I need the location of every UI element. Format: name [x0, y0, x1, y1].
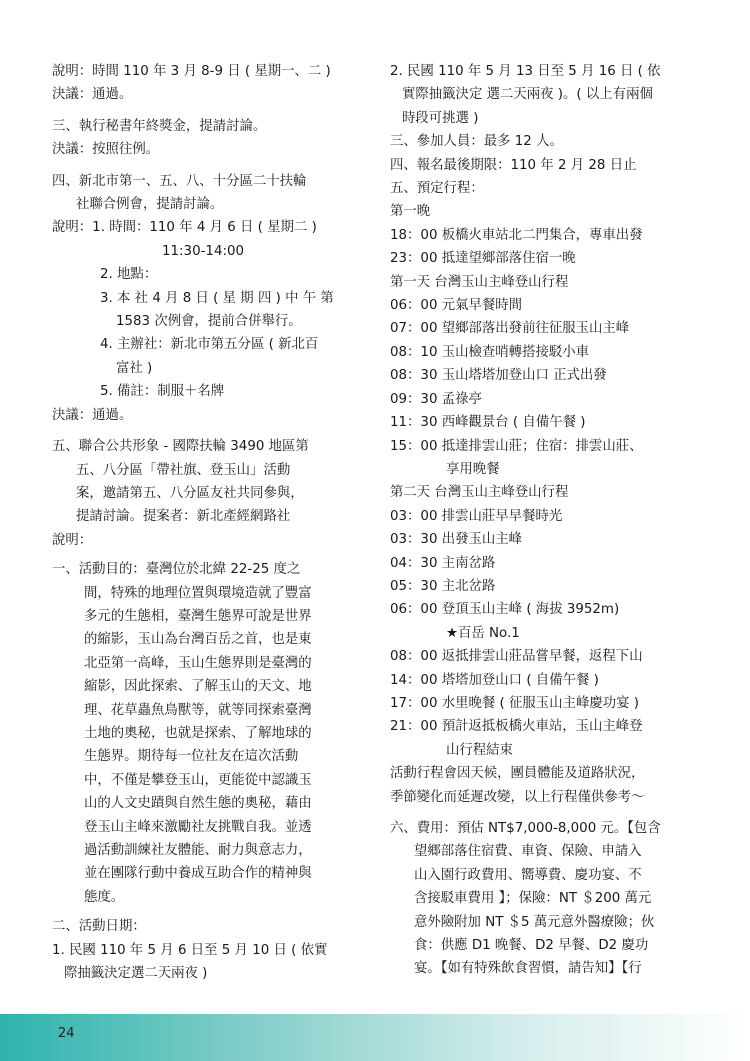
- left-text-line: 的縮影，玉山為台灣百岳之首，也是東: [84, 632, 312, 648]
- right-text-line: 03：30 出發玉山主峰: [390, 532, 523, 548]
- left-text-line: 山的人文史蹟與自然生態的奧秘，藉由: [84, 796, 312, 812]
- right-text-line: 三、參加人員：最多 12 人。: [390, 134, 563, 150]
- right-text-line: 09：30 孟祿亭: [390, 391, 482, 407]
- left-text-line: 說明：時間 110 年 3 月 8-9 日 ( 星期一、二 ): [52, 64, 331, 79]
- right-text-line: 07：00 望鄉部落出發前往征服玉山主峰: [390, 321, 630, 337]
- right-text-line: 18：00 板橋火車站北二門集合，專車出發: [390, 227, 643, 243]
- left-text-line: 決議：通過。: [52, 407, 133, 423]
- right-text-line: 四、報名最後期限：110 年 2 月 28 日止: [390, 157, 637, 173]
- spacer: [390, 809, 710, 817]
- left-text-line: 1583 次例會，提前合併舉行。: [116, 314, 302, 330]
- right-text-line: 山行程結束: [446, 742, 513, 758]
- left-text-line: 土地的奧秘，也就是探索、了解地球的: [84, 725, 312, 741]
- right-text-line: 11：30 西峰觀景台 ( 自備午餐 ): [390, 415, 586, 431]
- left-text-line: 生態界。期待每一位社友在這次活動: [84, 749, 299, 765]
- right-text-line: 14：00 塔塔加登山口 ( 自備午餐 ): [390, 672, 599, 688]
- right-text-line: 23：00 抵達望鄉部落住宿一晚: [390, 251, 576, 267]
- left-text-line: 4. 主辦社：新北市第五分區 ( 新北百: [100, 337, 319, 353]
- left-text-line: 登玉山主峰來激勵社友挑戰自我。並透: [84, 819, 312, 835]
- right-text-line: 六、費用：預估 NT$7,000-8,000 元。【包含: [390, 821, 661, 836]
- left-text-line: 11:30-14:00: [162, 243, 245, 259]
- right-text-line: 宴。【如有特殊飲食習慣，請告知】【行: [414, 961, 642, 977]
- right-text-line: 08：10 玉山檢查哨轉搭接駁小車: [390, 344, 590, 360]
- left-text-line: 說明：1. 時間：110 年 4 月 6 日 ( 星期二 ): [52, 220, 317, 236]
- right-text-line: 第一天 台灣玉山主峰登山行程: [390, 274, 569, 290]
- right-text-line: 時段可挑選 ): [402, 110, 479, 126]
- left-text-line: 提請討論。提案者：新北產經網路社: [76, 509, 291, 525]
- right-text-line: 08：00 返抵排雲山莊品嘗早餐，返程下山: [390, 649, 643, 665]
- left-text-line: 社聯合例會，提請討論。: [76, 197, 224, 213]
- right-text-line: 活動行程會因天候，團員體能及道路狀況，: [390, 766, 645, 782]
- footer-band: [0, 1014, 750, 1061]
- left-text-line: 際抽籤決定選二天兩夜 ): [64, 966, 208, 982]
- spacer: [52, 427, 370, 435]
- spacer: [52, 162, 370, 170]
- left-text-line: 四、新北市第一、五、八、十分區二十扶輪: [52, 173, 307, 189]
- left-text-line: 3. 本 社 4 月 8 日 ( 星 期 四 ) 中 午 第: [100, 290, 334, 306]
- left-text-line: 理、花草蟲魚鳥獸等，就等同探索臺灣: [84, 702, 312, 718]
- right-text-line: 第一晚: [390, 204, 431, 220]
- left-text-line: 五、八分區「帶社旗、登玉山」活動: [76, 462, 291, 478]
- right-text-line: 望鄉部落住宿費、車資、保險、申請入: [414, 844, 642, 860]
- left-text-line: 1. 民國 110 年 5 月 6 日至 5 月 10 日 ( 依實: [52, 942, 328, 958]
- left-text-line: 富社 ): [116, 360, 153, 376]
- left-text-line: 三、執行秘書年終獎金，提請討論。: [52, 118, 267, 134]
- right-text-line: ★百岳 No.1: [446, 625, 520, 641]
- right-text-line: 五、預定行程：: [390, 181, 484, 197]
- left-text-line: 決議：通過。: [52, 87, 133, 103]
- page-number: 24: [58, 1026, 75, 1041]
- left-text-line: 說明：: [52, 532, 93, 548]
- left-text-line: 中，不僅是攀登玉山，更能從中認識玉: [84, 772, 312, 788]
- right-text-line: 季節變化而延遲改變，以上行程僅供參考～: [390, 789, 645, 805]
- right-text-line: 山入園行政費用、嚮導費、慶功宴、不: [414, 867, 642, 883]
- left-text-line: 決議：按照往例。: [52, 142, 160, 158]
- left-column: [52, 60, 370, 985]
- right-text-line: 第二天 台灣玉山主峰登山行程: [390, 485, 569, 501]
- right-text-line: 21：00 預計返抵板橋火車站，玉山主峰登: [390, 719, 643, 735]
- right-text-line: 2. 民國 110 年 5 月 13 日至 5 月 16 日 ( 依: [390, 64, 661, 79]
- left-text-line: 過活動訓練社友體能、耐力與意志力，: [84, 843, 312, 858]
- left-text-line: 案，邀請第五、八分區友社共同參與，: [76, 485, 304, 501]
- right-text-line: 03：00 排雲山莊早早餐時光: [390, 508, 563, 524]
- left-text-line: 間，特殊的地理位置與環境造就了豐富: [84, 585, 312, 601]
- left-text-line: 態度。: [84, 889, 125, 905]
- spacer: [52, 107, 370, 115]
- right-text-line: 06：00 元氣早餐時間: [390, 298, 523, 314]
- left-text-line: 5. 備註：制服＋名牌: [100, 384, 225, 400]
- right-text-line: 食：供應 D1 晚餐、D2 早餐、D2 慶功: [414, 938, 649, 954]
- left-text-line: 多元的生態相，臺灣生態界可說是世界: [84, 608, 312, 624]
- right-text-line: 意外險附加 NT ＄5 萬元意外醫療險；伙: [414, 914, 655, 930]
- right-text-line: 05：30 主北岔路: [390, 578, 496, 594]
- left-text-line: 一、活動目的：臺灣位於北緯 22-25 度之: [52, 562, 301, 578]
- right-text-line: 06：00 登頂玉山主峰 ( 海拔 3952m): [390, 602, 620, 618]
- right-text-line: 04：30 主南岔路: [390, 555, 496, 571]
- right-text-line: 含接駁車費用 】；保險：NT ＄200 萬元: [414, 891, 652, 907]
- right-text-line: 17：00 水里晚餐 ( 征服玉山主峰慶功宴 ): [390, 695, 640, 711]
- right-text-line: 15：00 抵達排雲山莊；住宿：排雲山莊、: [390, 438, 643, 454]
- left-text-line: 五、聯合公共形象 - 國際扶輪 3490 地區第: [52, 439, 309, 455]
- right-text-line: 08：30 玉山塔塔加登山口 正式出發: [390, 368, 607, 384]
- left-text-line: 北亞第一高峰，玉山生態界則是臺灣的: [84, 655, 312, 671]
- left-text-line: 並在團隊行動中養成互助合作的精神與: [84, 866, 312, 882]
- right-text-line: 享用晚餐: [446, 461, 500, 477]
- left-text-line: 2. 地點：: [100, 267, 158, 283]
- left-text-line: 縮影，因此探索、了解玉山的天文、地: [84, 679, 312, 695]
- right-text-line: 實際抽籤決定 選二天兩夜 )。( 以上有兩個: [402, 87, 653, 103]
- left-text-line: 二、活動日期：: [52, 919, 146, 935]
- right-column: [390, 60, 710, 981]
